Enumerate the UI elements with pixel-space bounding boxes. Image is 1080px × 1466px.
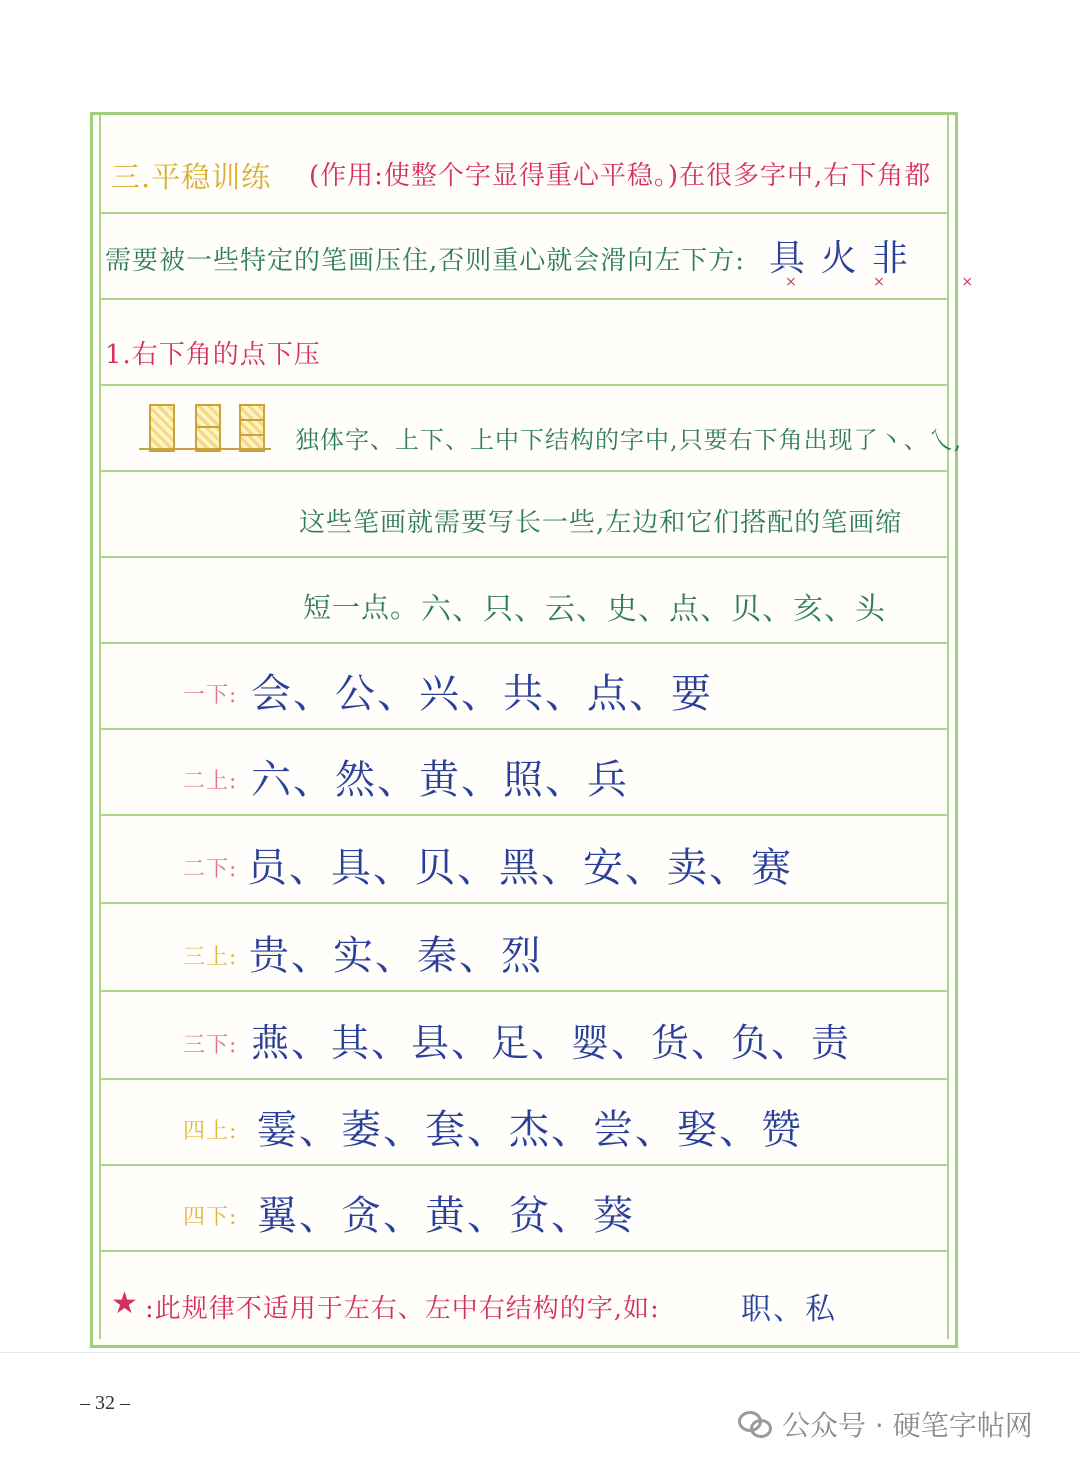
section-title: 三.平稳训练 xyxy=(111,160,272,194)
section-intro-line2: 需要被一些特定的笔画压住,否则重心就会滑向左下方: xyxy=(105,246,746,276)
practice-row-label: 四上: xyxy=(183,1119,238,1144)
practice-row-label: 二下: xyxy=(183,857,238,882)
section-examples: 具 火 非 xyxy=(769,238,910,279)
grid-row-subtitle xyxy=(101,298,947,386)
practice-row xyxy=(101,642,947,730)
practice-sheet xyxy=(90,112,1010,1348)
note-examples: 职、私 xyxy=(741,1292,837,1327)
page-number: – 32 – xyxy=(80,1392,130,1414)
practice-row-chars: 翼、贪、黄、贫、葵 xyxy=(257,1193,635,1239)
practice-row xyxy=(101,990,947,1080)
practice-row-chars: 燕、其、县、足、婴、货、负、责 xyxy=(251,1021,852,1065)
practice-row-label: 三上: xyxy=(183,945,238,970)
page-divider xyxy=(0,1352,1080,1353)
grid-row-intro2 xyxy=(101,212,1010,300)
subsection-title: 1.右下角的点下压 xyxy=(105,340,321,370)
wechat-watermark xyxy=(738,1404,1033,1444)
wechat-label: 公众号 · 硬笔字帖网 xyxy=(782,1409,1033,1442)
subsection-desc-line3-chars: 六、只、云、史、点、贝、亥、头 xyxy=(421,592,886,627)
practice-row-chars: 会、公、兴、共、点、要 xyxy=(251,671,713,717)
practice-row xyxy=(101,814,947,904)
wechat-icon xyxy=(738,1411,772,1437)
subsection-desc-line2: 这些笔画就需要写长一些,左边和它们搭配的笔画缩 xyxy=(299,508,903,538)
grid-row-desc2 xyxy=(101,470,947,558)
section-example-marks: × × × xyxy=(785,274,1010,290)
practice-row xyxy=(101,1078,947,1166)
practice-row-chars: 贵、实、秦、烈 xyxy=(249,933,543,979)
grid-row-desc3 xyxy=(101,556,947,644)
grid-row-note xyxy=(101,1250,947,1336)
practice-row xyxy=(101,902,947,992)
structure-diagram xyxy=(139,404,259,474)
star-icon: ★ xyxy=(111,1286,139,1321)
practice-row-label: 一下: xyxy=(183,683,238,708)
practice-row-chars: 员、具、贝、黑、安、卖、赛 xyxy=(247,845,793,891)
practice-row xyxy=(101,728,947,816)
practice-row-label: 二上: xyxy=(183,769,238,794)
practice-row-label: 四下: xyxy=(183,1205,238,1230)
practice-row-chars: 霎、萎、套、杰、尝、娶、赞 xyxy=(257,1107,803,1153)
grid-row-desc1 xyxy=(101,384,963,472)
subsection-desc-line3-label: 短一点。 xyxy=(303,591,420,624)
practice-row-label: 三下: xyxy=(183,1033,238,1058)
subsection-desc-line1: 独体字、上下、上中下结构的字中,只要右下角出现了丶、乀, xyxy=(295,426,963,454)
section-intro-line1: (作用:使整个字显得重心平稳。)在很多字中,右下角都 xyxy=(309,161,932,191)
note-text: :此规律不适用于左右、左中右结构的字,如: xyxy=(145,1294,660,1324)
practice-row-chars: 六、然、黄、照、兵 xyxy=(251,757,629,803)
practice-row xyxy=(101,1164,947,1252)
grid-row-title xyxy=(101,115,947,214)
sheet-grid xyxy=(99,115,1010,1339)
